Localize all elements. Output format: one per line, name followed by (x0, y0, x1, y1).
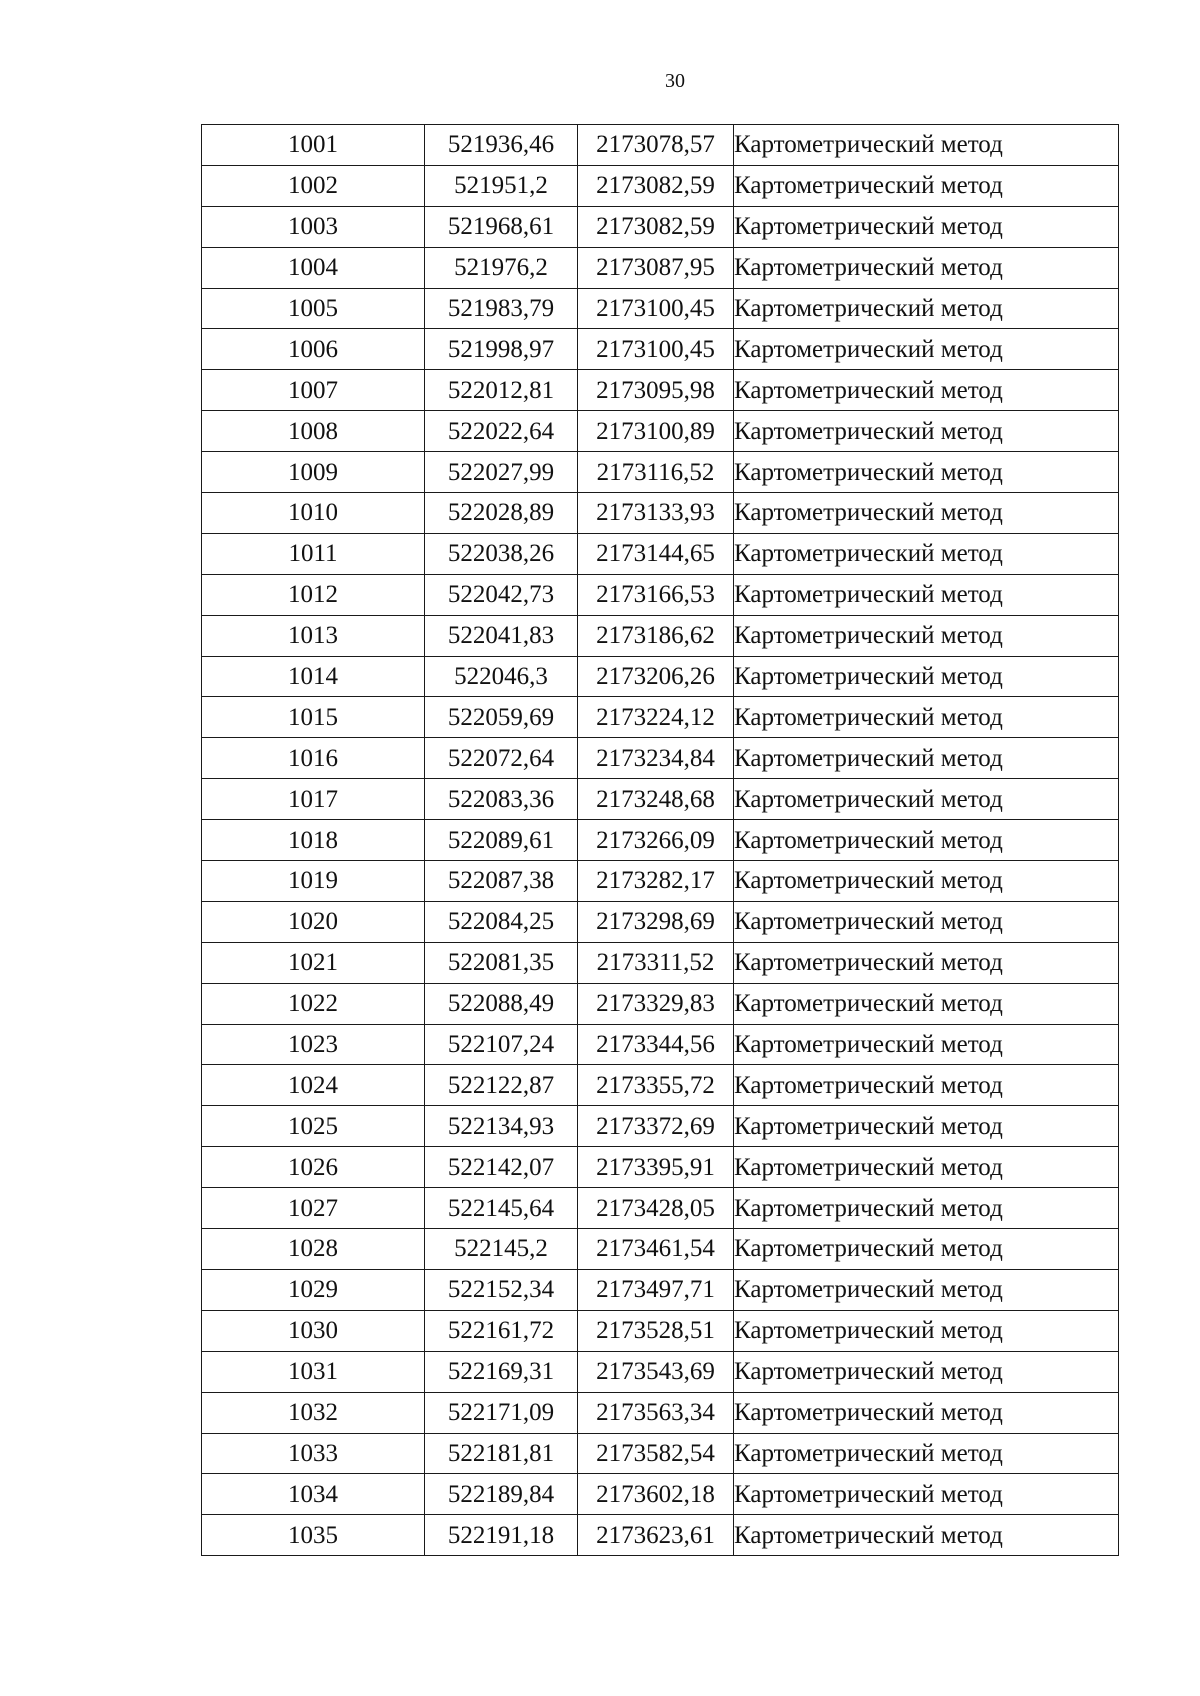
method-cell: Картометрический метод (734, 1188, 1119, 1229)
method-cell: Картометрический метод (734, 1515, 1119, 1556)
method-cell: Картометрический метод (734, 983, 1119, 1024)
point-number-cell: 1030 (202, 1310, 425, 1351)
method-cell: Картометрический метод (734, 942, 1119, 983)
coordinates-table (201, 124, 1119, 1556)
y-coordinate-cell: 2173543,69 (578, 1351, 734, 1392)
point-number-cell: 1025 (202, 1106, 425, 1147)
table-row (202, 411, 1119, 452)
y-coordinate-cell: 2173372,69 (578, 1106, 734, 1147)
table-row (202, 1269, 1119, 1310)
method-cell: Картометрический метод (734, 779, 1119, 820)
table-row (202, 452, 1119, 493)
y-coordinate-cell: 2173395,91 (578, 1147, 734, 1188)
method-cell: Картометрический метод (734, 288, 1119, 329)
x-coordinate-cell: 522145,64 (425, 1188, 578, 1229)
y-coordinate-cell: 2173095,98 (578, 370, 734, 411)
table-row (202, 533, 1119, 574)
x-coordinate-cell: 522027,99 (425, 452, 578, 493)
x-coordinate-cell: 522134,93 (425, 1106, 578, 1147)
point-number-cell: 1029 (202, 1269, 425, 1310)
y-coordinate-cell: 2173116,52 (578, 452, 734, 493)
coordinates-table-body (202, 125, 1119, 1556)
x-coordinate-cell: 522088,49 (425, 983, 578, 1024)
x-coordinate-cell: 522107,24 (425, 1024, 578, 1065)
table-row (202, 1392, 1119, 1433)
y-coordinate-cell: 2173248,68 (578, 779, 734, 820)
x-coordinate-cell: 522145,2 (425, 1229, 578, 1270)
method-cell: Картометрический метод (734, 411, 1119, 452)
table-row (202, 1065, 1119, 1106)
method-cell: Картометрический метод (734, 247, 1119, 288)
table-row (202, 1515, 1119, 1556)
y-coordinate-cell: 2173100,45 (578, 329, 734, 370)
method-cell: Картометрический метод (734, 820, 1119, 861)
x-coordinate-cell: 522012,81 (425, 370, 578, 411)
table-row (202, 329, 1119, 370)
table-row (202, 288, 1119, 329)
point-number-cell: 1013 (202, 615, 425, 656)
point-number-cell: 1016 (202, 738, 425, 779)
method-cell: Картометрический метод (734, 656, 1119, 697)
table-row (202, 165, 1119, 206)
y-coordinate-cell: 2173563,34 (578, 1392, 734, 1433)
table-row (202, 861, 1119, 902)
point-number-cell: 1018 (202, 820, 425, 861)
method-cell: Картометрический метод (734, 1065, 1119, 1106)
point-number-cell: 1005 (202, 288, 425, 329)
table-row (202, 1024, 1119, 1065)
y-coordinate-cell: 2173186,62 (578, 615, 734, 656)
y-coordinate-cell: 2173087,95 (578, 247, 734, 288)
x-coordinate-cell: 522028,89 (425, 493, 578, 534)
x-coordinate-cell: 522083,36 (425, 779, 578, 820)
method-cell: Картометрический метод (734, 1310, 1119, 1351)
y-coordinate-cell: 2173355,72 (578, 1065, 734, 1106)
y-coordinate-cell: 2173078,57 (578, 125, 734, 166)
table-row (202, 1147, 1119, 1188)
point-number-cell: 1031 (202, 1351, 425, 1392)
table-row (202, 1351, 1119, 1392)
y-coordinate-cell: 2173461,54 (578, 1229, 734, 1270)
point-number-cell: 1007 (202, 370, 425, 411)
table-row (202, 1474, 1119, 1515)
table-row (202, 493, 1119, 534)
x-coordinate-cell: 521936,46 (425, 125, 578, 166)
point-number-cell: 1017 (202, 779, 425, 820)
x-coordinate-cell: 522181,81 (425, 1433, 578, 1474)
point-number-cell: 1034 (202, 1474, 425, 1515)
x-coordinate-cell: 522038,26 (425, 533, 578, 574)
point-number-cell: 1011 (202, 533, 425, 574)
point-number-cell: 1021 (202, 942, 425, 983)
coordinates-table-container (201, 124, 1119, 1556)
method-cell: Картометрический метод (734, 901, 1119, 942)
x-coordinate-cell: 522022,64 (425, 411, 578, 452)
method-cell: Картометрический метод (734, 574, 1119, 615)
y-coordinate-cell: 2173144,65 (578, 533, 734, 574)
y-coordinate-cell: 2173224,12 (578, 697, 734, 738)
method-cell: Картометрический метод (734, 329, 1119, 370)
table-row (202, 1229, 1119, 1270)
y-coordinate-cell: 2173311,52 (578, 942, 734, 983)
y-coordinate-cell: 2173133,93 (578, 493, 734, 534)
table-row (202, 1310, 1119, 1351)
y-coordinate-cell: 2173206,26 (578, 656, 734, 697)
y-coordinate-cell: 2173282,17 (578, 861, 734, 902)
y-coordinate-cell: 2173082,59 (578, 165, 734, 206)
point-number-cell: 1035 (202, 1515, 425, 1556)
table-row (202, 656, 1119, 697)
table-row (202, 125, 1119, 166)
point-number-cell: 1015 (202, 697, 425, 738)
table-row (202, 1188, 1119, 1229)
y-coordinate-cell: 2173166,53 (578, 574, 734, 615)
point-number-cell: 1014 (202, 656, 425, 697)
point-number-cell: 1027 (202, 1188, 425, 1229)
point-number-cell: 1008 (202, 411, 425, 452)
table-row (202, 820, 1119, 861)
x-coordinate-cell: 522081,35 (425, 942, 578, 983)
x-coordinate-cell: 522152,34 (425, 1269, 578, 1310)
y-coordinate-cell: 2173234,84 (578, 738, 734, 779)
x-coordinate-cell: 522171,09 (425, 1392, 578, 1433)
x-coordinate-cell: 522122,87 (425, 1065, 578, 1106)
method-cell: Картометрический метод (734, 1147, 1119, 1188)
method-cell: Картометрический метод (734, 861, 1119, 902)
y-coordinate-cell: 2173298,69 (578, 901, 734, 942)
x-coordinate-cell: 521968,61 (425, 206, 578, 247)
y-coordinate-cell: 2173428,05 (578, 1188, 734, 1229)
x-coordinate-cell: 521976,2 (425, 247, 578, 288)
table-row (202, 370, 1119, 411)
method-cell: Картометрический метод (734, 165, 1119, 206)
point-number-cell: 1024 (202, 1065, 425, 1106)
point-number-cell: 1032 (202, 1392, 425, 1433)
table-row (202, 942, 1119, 983)
point-number-cell: 1019 (202, 861, 425, 902)
x-coordinate-cell: 522072,64 (425, 738, 578, 779)
y-coordinate-cell: 2173100,89 (578, 411, 734, 452)
x-coordinate-cell: 522046,3 (425, 656, 578, 697)
x-coordinate-cell: 521998,97 (425, 329, 578, 370)
table-row (202, 901, 1119, 942)
x-coordinate-cell: 522161,72 (425, 1310, 578, 1351)
method-cell: Картометрический метод (734, 1433, 1119, 1474)
point-number-cell: 1003 (202, 206, 425, 247)
method-cell: Картометрический метод (734, 370, 1119, 411)
x-coordinate-cell: 521951,2 (425, 165, 578, 206)
method-cell: Картометрический метод (734, 1229, 1119, 1270)
method-cell: Картометрический метод (734, 1269, 1119, 1310)
table-row (202, 615, 1119, 656)
point-number-cell: 1022 (202, 983, 425, 1024)
x-coordinate-cell: 522042,73 (425, 574, 578, 615)
point-number-cell: 1001 (202, 125, 425, 166)
y-coordinate-cell: 2173528,51 (578, 1310, 734, 1351)
table-row (202, 1433, 1119, 1474)
x-coordinate-cell: 522089,61 (425, 820, 578, 861)
point-number-cell: 1004 (202, 247, 425, 288)
x-coordinate-cell: 522084,25 (425, 901, 578, 942)
point-number-cell: 1020 (202, 901, 425, 942)
x-coordinate-cell: 522191,18 (425, 1515, 578, 1556)
y-coordinate-cell: 2173582,54 (578, 1433, 734, 1474)
point-number-cell: 1010 (202, 493, 425, 534)
method-cell: Картометрический метод (734, 1351, 1119, 1392)
y-coordinate-cell: 2173623,61 (578, 1515, 734, 1556)
x-coordinate-cell: 522059,69 (425, 697, 578, 738)
method-cell: Картометрический метод (734, 452, 1119, 493)
method-cell: Картометрический метод (734, 1392, 1119, 1433)
method-cell: Картометрический метод (734, 206, 1119, 247)
method-cell: Картометрический метод (734, 1024, 1119, 1065)
method-cell: Картометрический метод (734, 697, 1119, 738)
method-cell: Картометрический метод (734, 738, 1119, 779)
x-coordinate-cell: 521983,79 (425, 288, 578, 329)
y-coordinate-cell: 2173082,59 (578, 206, 734, 247)
method-cell: Картометрический метод (734, 493, 1119, 534)
x-coordinate-cell: 522041,83 (425, 615, 578, 656)
x-coordinate-cell: 522189,84 (425, 1474, 578, 1515)
table-row (202, 247, 1119, 288)
point-number-cell: 1028 (202, 1229, 425, 1270)
point-number-cell: 1009 (202, 452, 425, 493)
y-coordinate-cell: 2173100,45 (578, 288, 734, 329)
y-coordinate-cell: 2173344,56 (578, 1024, 734, 1065)
table-row (202, 1106, 1119, 1147)
y-coordinate-cell: 2173602,18 (578, 1474, 734, 1515)
x-coordinate-cell: 522087,38 (425, 861, 578, 902)
x-coordinate-cell: 522142,07 (425, 1147, 578, 1188)
point-number-cell: 1023 (202, 1024, 425, 1065)
method-cell: Картометрический метод (734, 615, 1119, 656)
y-coordinate-cell: 2173329,83 (578, 983, 734, 1024)
y-coordinate-cell: 2173266,09 (578, 820, 734, 861)
point-number-cell: 1006 (202, 329, 425, 370)
table-row (202, 738, 1119, 779)
point-number-cell: 1026 (202, 1147, 425, 1188)
method-cell: Картометрический метод (734, 1106, 1119, 1147)
method-cell: Картометрический метод (734, 125, 1119, 166)
y-coordinate-cell: 2173497,71 (578, 1269, 734, 1310)
table-row (202, 206, 1119, 247)
table-row (202, 697, 1119, 738)
table-row (202, 574, 1119, 615)
x-coordinate-cell: 522169,31 (425, 1351, 578, 1392)
method-cell: Картометрический метод (734, 1474, 1119, 1515)
point-number-cell: 1012 (202, 574, 425, 615)
point-number-cell: 1033 (202, 1433, 425, 1474)
method-cell: Картометрический метод (734, 533, 1119, 574)
page-number: 30 (665, 70, 685, 92)
table-row (202, 983, 1119, 1024)
point-number-cell: 1002 (202, 165, 425, 206)
table-row (202, 779, 1119, 820)
